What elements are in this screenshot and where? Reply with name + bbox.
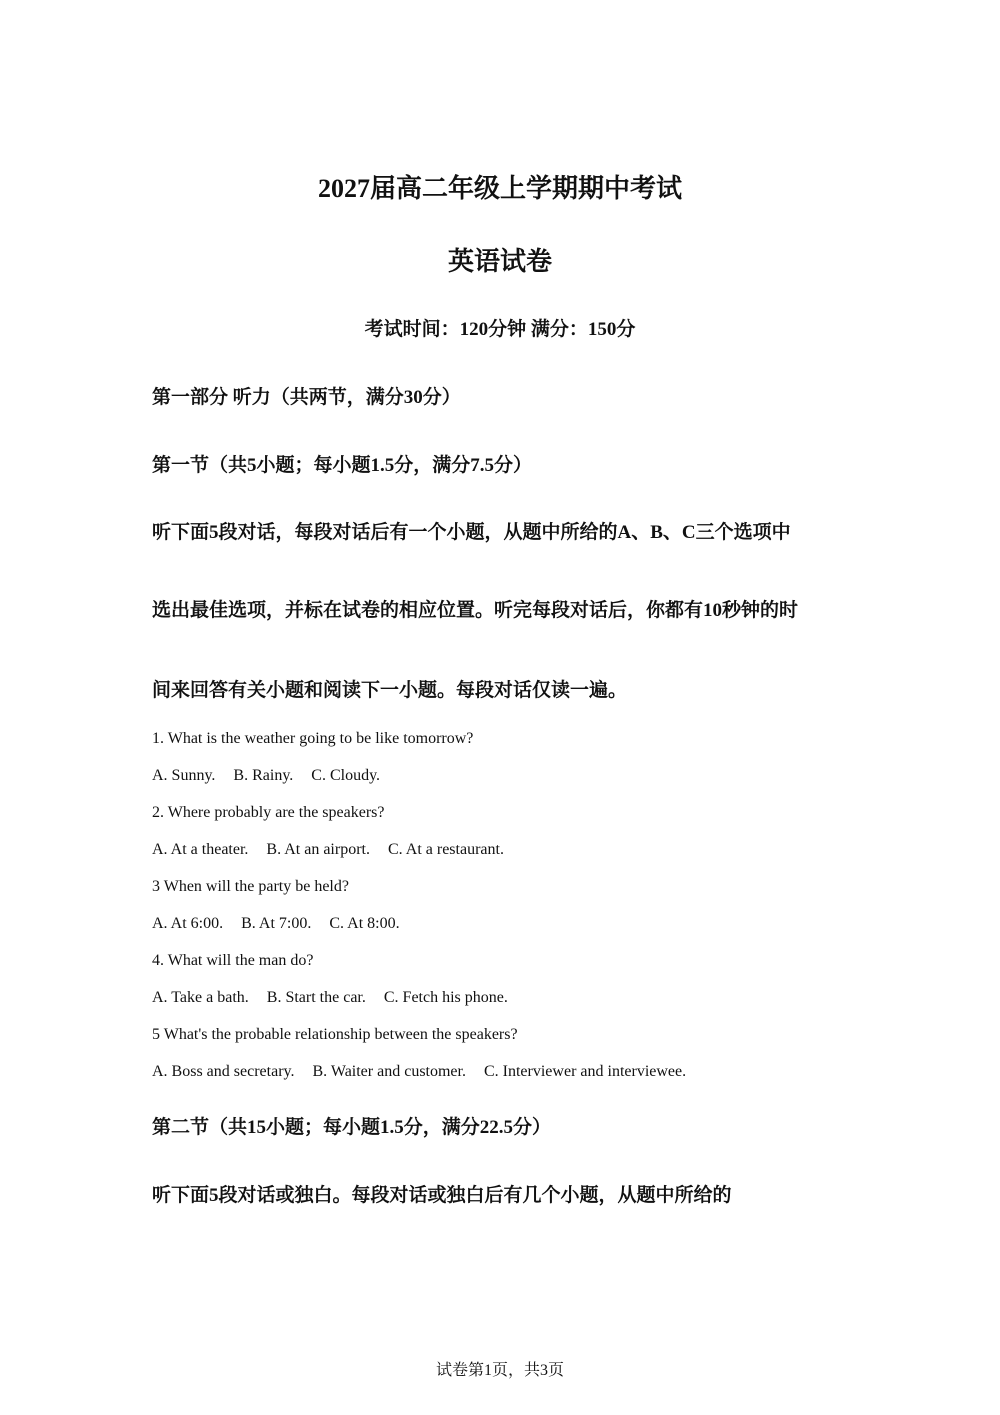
question-stem: 2. Where probably are the speakers?	[152, 804, 385, 821]
page-number: 试卷第1页，共3页	[435, 1362, 564, 1379]
option-a: A. Boss and secretary.	[152, 1063, 295, 1080]
option-b: B. At an airport.	[266, 841, 370, 858]
option-a: A. Take a bath.	[152, 989, 249, 1006]
option-c: C. At 8:00.	[329, 915, 400, 932]
option-a: A. At 6:00.	[152, 915, 224, 932]
section1-instruction-line: 听下面5段对话，每段对话后有一个小题，从题中所给的A、B、C三个选项中	[152, 522, 791, 543]
option-c: C. Cloudy.	[311, 767, 381, 784]
question-options	[152, 915, 418, 933]
subject-title: 英语试卷	[447, 247, 552, 276]
question-stem: 5 What's the probable relationship between the speakers?	[152, 1026, 518, 1043]
question-options	[152, 1063, 704, 1081]
question-stem: 4. What will the man do?	[152, 952, 314, 969]
option-c: C. Interviewer and interviewee.	[483, 1063, 687, 1080]
option-a: A. Sunny.	[152, 767, 216, 784]
option-b: B. Rainy.	[233, 767, 294, 784]
question-options	[152, 989, 526, 1007]
section2-instruction-line: 听下面5段对话或独白。每段对话或独白后有几个小题，从题中所给的	[152, 1185, 732, 1206]
section1-instruction-line: 间来回答有关小题和阅读下一小题。每段对话仅读一遍。	[152, 680, 628, 701]
option-b: B. At 7:00.	[241, 915, 312, 932]
question-options	[152, 767, 398, 785]
section1-heading: 第一节（共5小题；每小题1.5分，满分7.5分）	[152, 455, 533, 476]
question-options	[152, 841, 522, 859]
question-stem: 3 When will the party be held?	[152, 878, 349, 895]
option-c: C. Fetch his phone.	[383, 989, 508, 1006]
option-a: A. At a theater.	[152, 841, 249, 858]
option-b: B. Waiter and customer.	[312, 1063, 466, 1080]
question-stem: 1. What is the weather going to be like tomorrow?	[152, 730, 474, 747]
option-b: B. Start the car.	[266, 989, 366, 1006]
option-c: C. At a restaurant.	[387, 841, 504, 858]
section1-instruction-line: 选出最佳选项，并标在试卷的相应位置。听完每段对话后，你都有10秒钟的时	[152, 600, 799, 621]
exam-info: 考试时间：120分钟 满分：150分	[364, 319, 636, 340]
section2-heading: 第二节（共15小题；每小题1.5分，满分22.5分）	[152, 1117, 552, 1138]
exam-title: 2027届高二年级上学期期中考试	[317, 174, 682, 203]
part1-heading: 第一部分 听力（共两节，满分30分）	[152, 387, 461, 408]
